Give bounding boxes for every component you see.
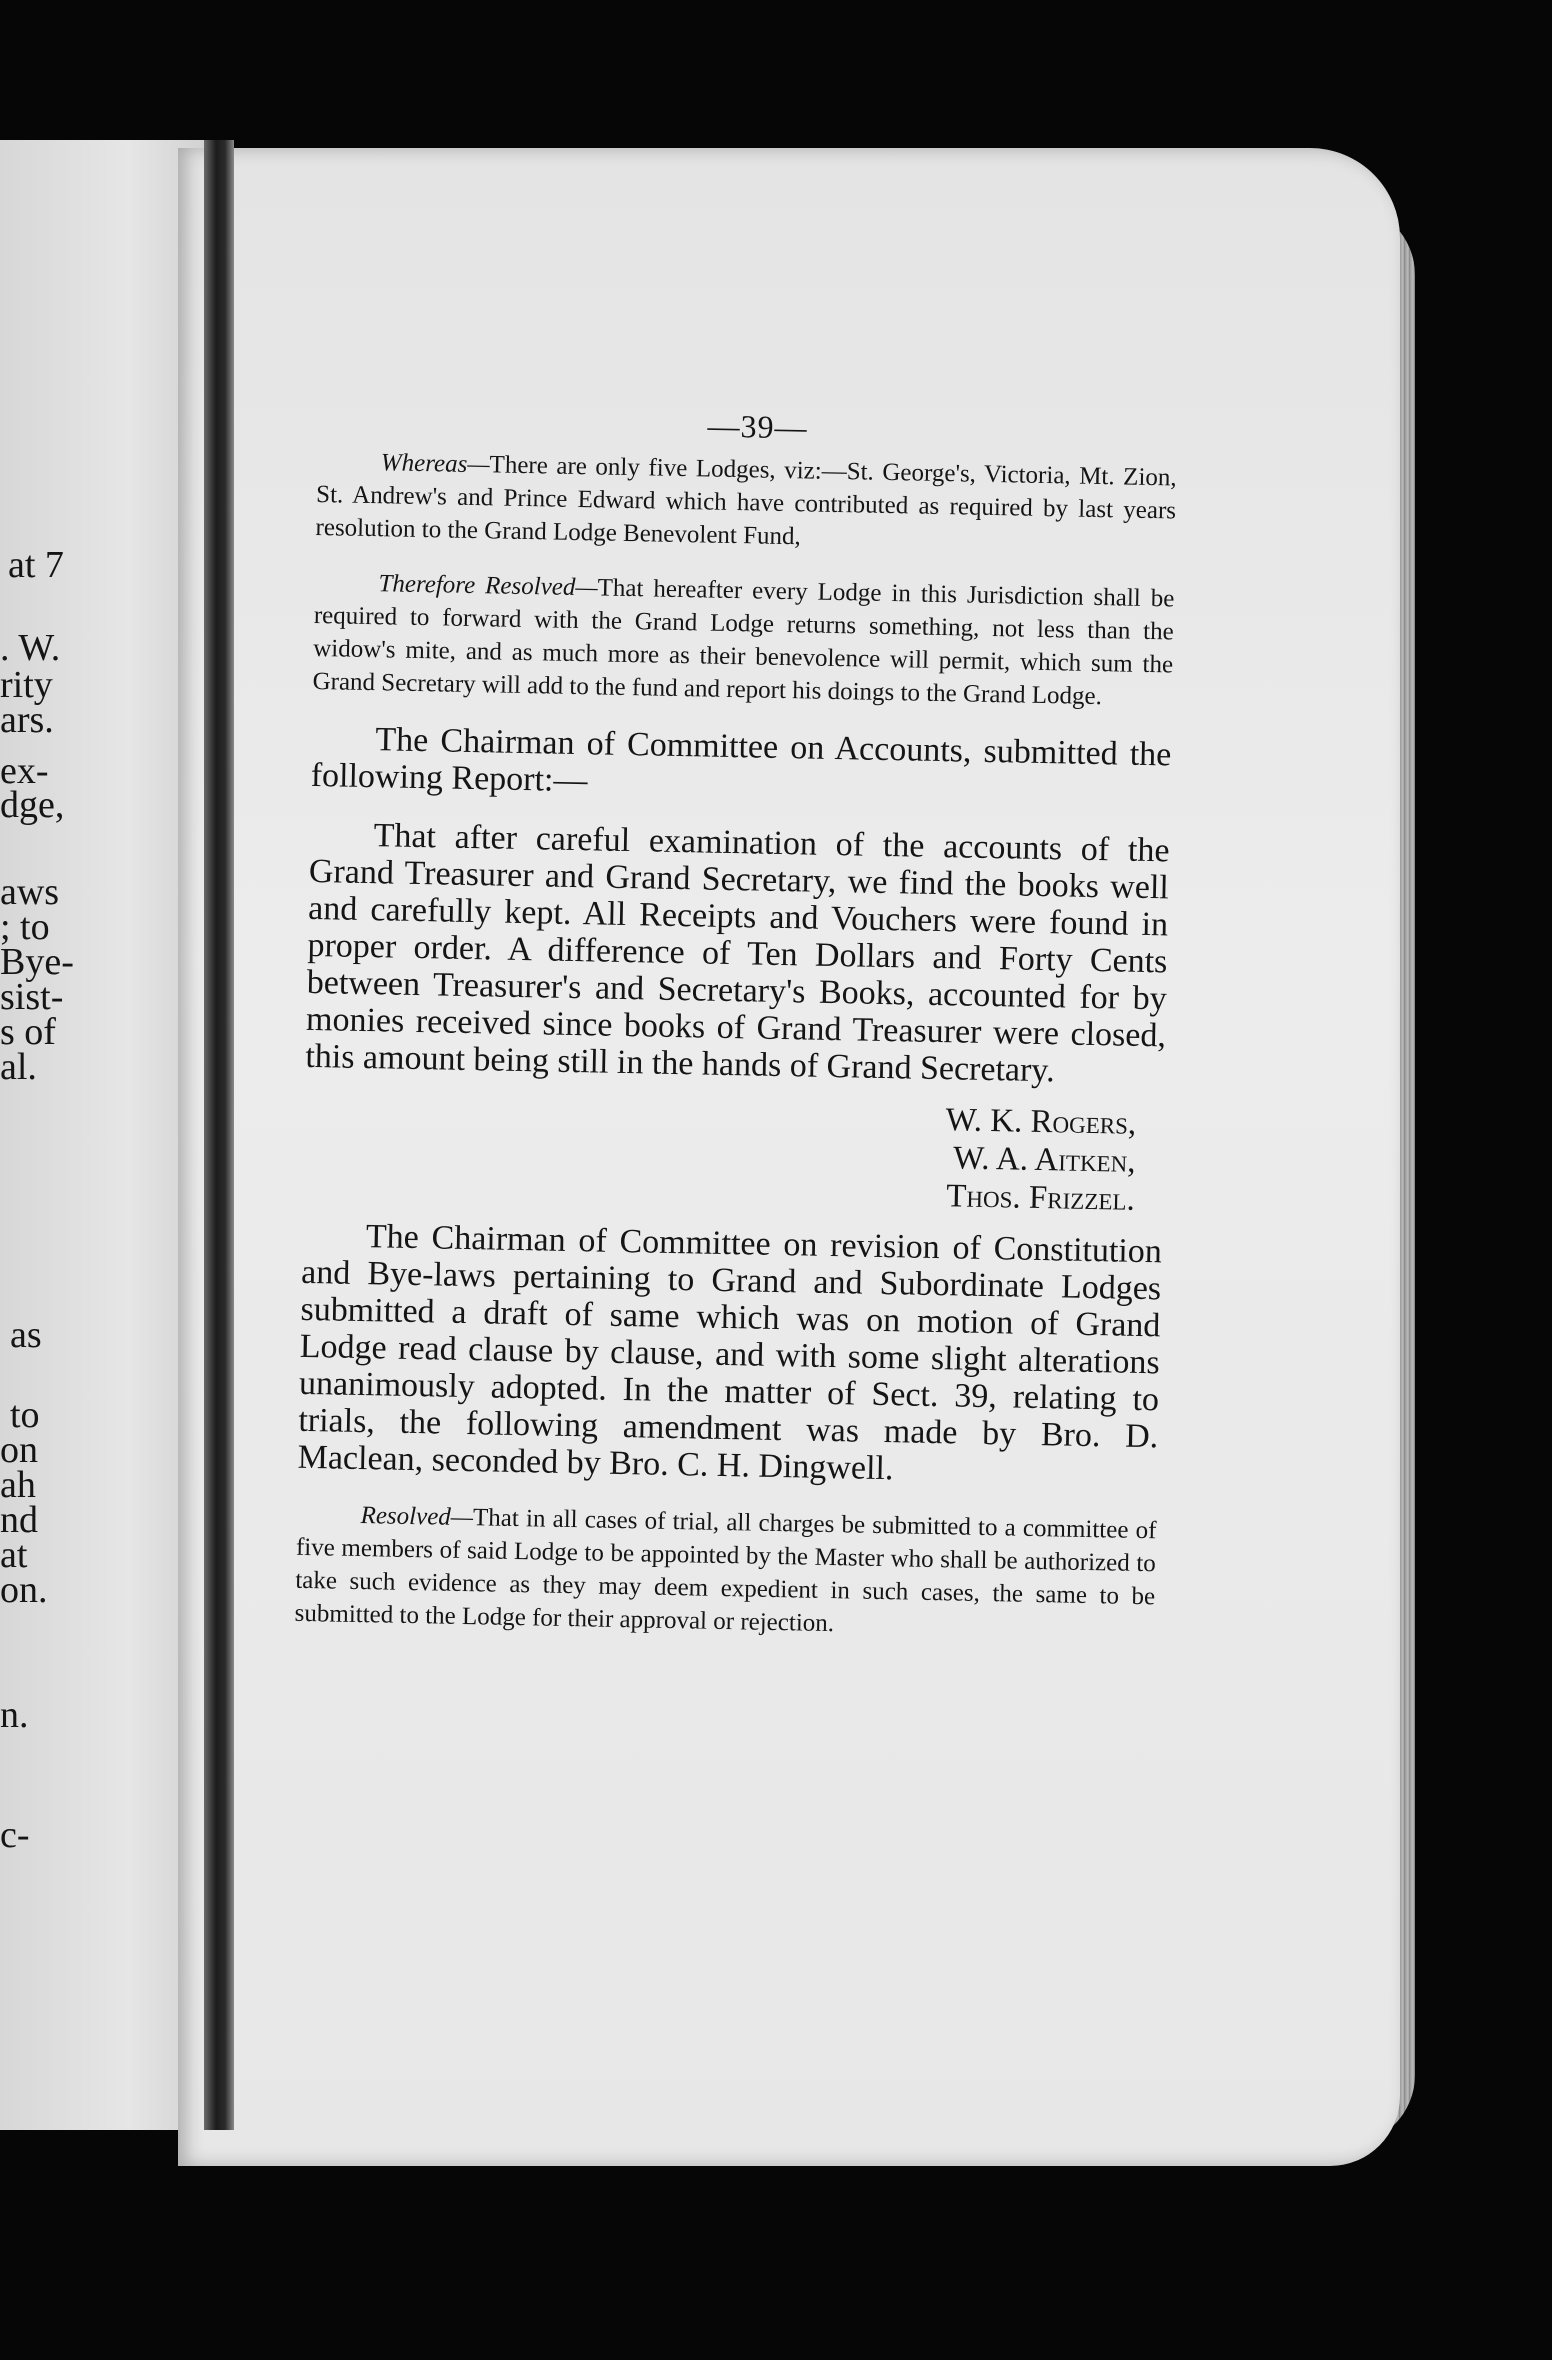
- therefore-body: That hereafter every Lodge in this Jurisdiction shall be required to forward with the Grand Lodge returns something, not less than the widow's mite, and as much more as their benevolence will permit, which sum the Grand Secretary will add to the fund and report his doings to the Grand Lodge.: [312, 574, 1175, 711]
- page-number: —39—: [707, 407, 808, 446]
- left-fragment: as: [10, 1314, 42, 1356]
- revision-paragraph: The Chairman of Committee on revision of Constitution and Bye-laws pertaining to Grand and Subordinate Lodges submitted a draft of same which was on motion of Grand Lodge read clause by clause, and with some slight alterations unanimously adopted. In the matter of Sect. 39, relating to trials, the following amendment was made by Bro. D. Maclean, seconded by Bro. C. H. Dingwell.: [297, 1218, 1163, 1488]
- whereas-lead: Whereas—: [380, 449, 490, 479]
- left-fragment: ; to: [0, 906, 50, 948]
- left-fragment: c-: [0, 1814, 30, 1856]
- therefore-lead: Therefore Resolved—: [378, 570, 598, 602]
- left-fragment: dge,: [0, 784, 65, 826]
- signature-frizzel: Thos. Frizzel.: [946, 1178, 1136, 1218]
- left-fragment: al.: [0, 1046, 37, 1088]
- therefore-paragraph: [312, 566, 1174, 714]
- left-fragment: . W.: [0, 627, 61, 669]
- whereas-body: There are only five Lodges, viz:—St. George's, Victoria, Mt. Zion, St. Andrew's and Prince Edward which have contributed as required by last years resolution to the Grand Lodge Benevolent Fund,: [315, 451, 1177, 551]
- whereas-paragraph: [315, 445, 1177, 560]
- left-fragment: on: [0, 1429, 38, 1471]
- resolved-lead: Resolved—: [360, 1502, 474, 1532]
- book-spine: [204, 140, 234, 2130]
- left-fragment: to: [10, 1394, 40, 1436]
- accounts-intro: The Chairman of Committee on Accounts, submitted the following Report:—: [310, 721, 1172, 800]
- left-fragment: n.: [0, 1694, 29, 1736]
- resolved-body: That in all cases of trial, all charges be submitted to a committee of five members of said Lodge to be appointed by the Master who shall be authorized to take such evidence as they may deem expedient in such cases, the same to be submitted to the Lodge for their approval or rejection.: [294, 1504, 1157, 1638]
- left-fragment: nd: [0, 1499, 38, 1541]
- page-content: [294, 400, 1177, 1646]
- left-fragment: ah: [0, 1464, 36, 1506]
- left-fragment: on.: [0, 1569, 48, 1611]
- left-fragment: aws: [0, 871, 60, 913]
- left-fragment: ars.: [0, 699, 54, 741]
- signature-block: [303, 1089, 1137, 1219]
- signature-rogers: W. K. Rogers,: [945, 1102, 1137, 1142]
- left-fragment: Bye-: [0, 941, 74, 983]
- accounts-report: That after careful examination of the accounts of the Grand Treasurer and Grand Secretary, we find the books well and carefully kept. All Receipts and Vouchers were found in proper order. A difference of Ten Dollars and Forty Cents between Treasurer's and Secretary's Books, accounted for by monies received since books of Grand Treasurer were closed, this amount being still in the hands of Grand Secretary.: [305, 817, 1170, 1090]
- left-fragment: rity: [0, 664, 53, 706]
- left-fragment: s of: [0, 1011, 56, 1053]
- left-fragment: ex-: [0, 750, 49, 792]
- left-fragment: at 7: [8, 544, 64, 586]
- resolved-paragraph: [294, 1498, 1156, 1646]
- left-fragment: at: [0, 1534, 28, 1576]
- left-fragment: sist-: [0, 976, 64, 1018]
- signature-aitken: W. A. Aitken,: [952, 1140, 1136, 1180]
